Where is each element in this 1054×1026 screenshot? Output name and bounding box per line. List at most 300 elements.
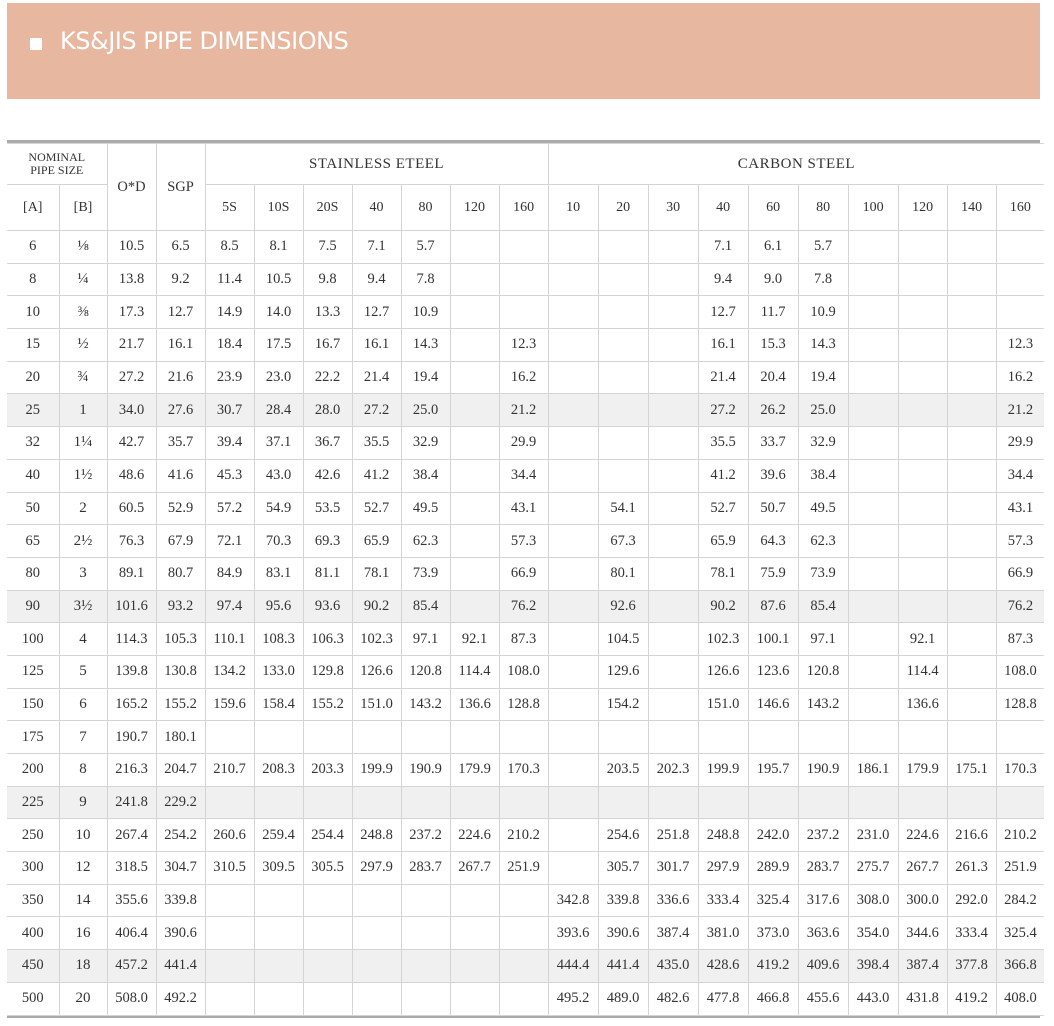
- carbon-value-cell: 275.7: [848, 852, 898, 885]
- carbon-value-cell: 224.6: [898, 819, 947, 852]
- carbon-value-cell: 129.6: [598, 655, 648, 688]
- sgp-cell: 254.2: [156, 819, 205, 852]
- carbon-value-cell: [898, 361, 947, 394]
- od-cell: 241.8: [107, 786, 156, 819]
- stainless-value-cell: [205, 884, 254, 917]
- stainless-value-cell: 9.4: [352, 263, 401, 296]
- size-b-cell: 1¼: [59, 427, 107, 460]
- square-bullet-icon: [30, 38, 42, 50]
- stainless-value-cell: [450, 884, 499, 917]
- stainless-value-cell: 224.6: [450, 819, 499, 852]
- stainless-value-cell: 283.7: [401, 852, 450, 885]
- carbon-value-cell: [848, 296, 898, 329]
- carbon-value-cell: 154.2: [598, 688, 648, 721]
- size-a-cell: 90: [7, 590, 59, 623]
- stainless-value-cell: [499, 296, 548, 329]
- carbon-value-cell: 477.8: [698, 982, 748, 1015]
- stainless-value-cell: [205, 786, 254, 819]
- carbon-value-cell: [698, 786, 748, 819]
- stainless-value-cell: [450, 492, 499, 525]
- table-row: [7, 525, 1044, 558]
- size-b-cell: 8: [59, 754, 107, 787]
- carbon-value-cell: 283.7: [798, 852, 848, 885]
- stainless-value-cell: 179.9: [450, 754, 499, 787]
- carbon-value-cell: [548, 459, 598, 492]
- carbon-value-cell: [947, 590, 996, 623]
- carbon-value-cell: 38.4: [798, 459, 848, 492]
- table-row: [7, 950, 1044, 983]
- od-header: O*D: [107, 144, 156, 231]
- carbon-value-cell: [548, 361, 598, 394]
- col-b-header: [B]: [59, 185, 107, 231]
- size-a-cell: 80: [7, 557, 59, 590]
- stainless-value-cell: [450, 525, 499, 558]
- carbon-value-cell: 9.0: [748, 263, 798, 296]
- carbon-value-cell: [947, 427, 996, 460]
- stainless-value-cell: [303, 721, 352, 754]
- carbon-value-cell: [648, 296, 698, 329]
- stainless-value-cell: 12.7: [352, 296, 401, 329]
- size-b-cell: 14: [59, 884, 107, 917]
- stainless-value-cell: [450, 950, 499, 983]
- carbon-value-cell: 210.2: [996, 819, 1044, 852]
- carbon-value-cell: [898, 459, 947, 492]
- carbon-value-cell: 387.4: [898, 950, 947, 983]
- table-row: [7, 982, 1044, 1015]
- carbon-value-cell: [648, 329, 698, 362]
- carbon-value-cell: 26.2: [748, 394, 798, 427]
- stainless-value-cell: 108.3: [254, 623, 303, 656]
- stainless-steel-header: STAINLESS ETEEL: [205, 144, 548, 185]
- carbon-value-cell: [598, 394, 648, 427]
- carbon-value-cell: [848, 427, 898, 460]
- stainless-value-cell: 34.4: [499, 459, 548, 492]
- carbon-value-cell: [947, 525, 996, 558]
- carbon-value-cell: [598, 263, 648, 296]
- stainless-value-cell: [205, 721, 254, 754]
- table-row: [7, 427, 1044, 460]
- sgp-cell: 21.6: [156, 361, 205, 394]
- size-a-cell: 450: [7, 950, 59, 983]
- carbon-value-cell: 67.3: [598, 525, 648, 558]
- od-cell: 48.6: [107, 459, 156, 492]
- stainless-value-cell: 81.1: [303, 557, 352, 590]
- stainless-value-cell: [352, 786, 401, 819]
- carbon-value-cell: 100.1: [748, 623, 798, 656]
- stainless-schedule-header: 80: [401, 185, 450, 231]
- carbon-value-cell: [548, 296, 598, 329]
- stainless-schedule-header: 10S: [254, 185, 303, 231]
- bottom-rule: [7, 1016, 1040, 1018]
- size-a-cell: 40: [7, 459, 59, 492]
- sgp-cell: 6.5: [156, 231, 205, 264]
- carbon-value-cell: 143.2: [798, 688, 848, 721]
- stainless-value-cell: 158.4: [254, 688, 303, 721]
- sgp-cell: 229.2: [156, 786, 205, 819]
- carbon-value-cell: 482.6: [648, 982, 698, 1015]
- table-row: [7, 917, 1044, 950]
- stainless-value-cell: 155.2: [303, 688, 352, 721]
- stainless-value-cell: 297.9: [352, 852, 401, 885]
- stainless-value-cell: 84.9: [205, 557, 254, 590]
- stainless-value-cell: [205, 982, 254, 1015]
- table-row: [7, 623, 1044, 656]
- stainless-value-cell: [205, 950, 254, 983]
- carbon-value-cell: [748, 786, 798, 819]
- stainless-value-cell: 16.1: [352, 329, 401, 362]
- sgp-cell: 390.6: [156, 917, 205, 950]
- stainless-value-cell: 251.9: [499, 852, 548, 885]
- carbon-value-cell: 325.4: [996, 917, 1044, 950]
- carbon-value-cell: [947, 296, 996, 329]
- carbon-value-cell: [548, 329, 598, 362]
- carbon-value-cell: 251.8: [648, 819, 698, 852]
- carbon-value-cell: [698, 721, 748, 754]
- carbon-value-cell: 466.8: [748, 982, 798, 1015]
- size-b-cell: 9: [59, 786, 107, 819]
- size-b-cell: 18: [59, 950, 107, 983]
- stainless-schedule-header: 40: [352, 185, 401, 231]
- stainless-value-cell: [401, 721, 450, 754]
- stainless-schedule-header: 5S: [205, 185, 254, 231]
- size-b-cell: ¾: [59, 361, 107, 394]
- carbon-value-cell: 5.7: [798, 231, 848, 264]
- carbon-value-cell: 289.9: [748, 852, 798, 885]
- stainless-value-cell: 210.2: [499, 819, 548, 852]
- carbon-value-cell: [848, 263, 898, 296]
- carbon-value-cell: [947, 721, 996, 754]
- stainless-value-cell: [499, 950, 548, 983]
- carbon-value-cell: [748, 721, 798, 754]
- table-row: [7, 655, 1044, 688]
- size-b-cell: 4: [59, 623, 107, 656]
- carbon-value-cell: [598, 721, 648, 754]
- stainless-value-cell: [450, 982, 499, 1015]
- stainless-value-cell: [450, 296, 499, 329]
- sgp-cell: 67.9: [156, 525, 205, 558]
- size-a-cell: 20: [7, 361, 59, 394]
- carbon-value-cell: 261.3: [947, 852, 996, 885]
- carbon-value-cell: [898, 525, 947, 558]
- table-row: [7, 296, 1044, 329]
- carbon-value-cell: [648, 427, 698, 460]
- carbon-value-cell: 190.9: [798, 754, 848, 787]
- sgp-cell: 80.7: [156, 557, 205, 590]
- table-row: [7, 590, 1044, 623]
- size-b-cell: ⅜: [59, 296, 107, 329]
- sgp-cell: 204.7: [156, 754, 205, 787]
- stainless-value-cell: 248.8: [352, 819, 401, 852]
- carbon-value-cell: [548, 557, 598, 590]
- size-b-cell: 10: [59, 819, 107, 852]
- carbon-value-cell: 64.3: [748, 525, 798, 558]
- carbon-value-cell: 441.4: [598, 950, 648, 983]
- stainless-value-cell: 41.2: [352, 459, 401, 492]
- carbon-value-cell: 66.9: [996, 557, 1044, 590]
- carbon-value-cell: 495.2: [548, 982, 598, 1015]
- carbon-value-cell: [548, 525, 598, 558]
- stainless-value-cell: 25.0: [401, 394, 450, 427]
- table-row: [7, 329, 1044, 362]
- carbon-schedule-header: 100: [848, 185, 898, 231]
- carbon-value-cell: 366.8: [996, 950, 1044, 983]
- carbon-schedule-header: 140: [947, 185, 996, 231]
- carbon-value-cell: [898, 721, 947, 754]
- carbon-value-cell: [648, 590, 698, 623]
- size-b-cell: 2: [59, 492, 107, 525]
- carbon-value-cell: [548, 754, 598, 787]
- stainless-value-cell: [303, 950, 352, 983]
- carbon-value-cell: 12.3: [996, 329, 1044, 362]
- carbon-value-cell: 251.9: [996, 852, 1044, 885]
- stainless-value-cell: [352, 884, 401, 917]
- carbon-value-cell: 16.2: [996, 361, 1044, 394]
- stainless-value-cell: 128.8: [499, 688, 548, 721]
- size-a-cell: 400: [7, 917, 59, 950]
- carbon-value-cell: [947, 329, 996, 362]
- od-cell: 318.5: [107, 852, 156, 885]
- stainless-value-cell: 151.0: [352, 688, 401, 721]
- carbon-value-cell: [598, 329, 648, 362]
- page-title: KS&JIS PIPE DIMENSIONS: [60, 27, 349, 55]
- carbon-schedule-header: 10: [548, 185, 598, 231]
- size-b-cell: ½: [59, 329, 107, 362]
- stainless-value-cell: [254, 917, 303, 950]
- carbon-value-cell: 12.7: [698, 296, 748, 329]
- stainless-value-cell: [450, 231, 499, 264]
- carbon-value-cell: 333.4: [947, 917, 996, 950]
- carbon-value-cell: 317.6: [798, 884, 848, 917]
- carbon-value-cell: [898, 590, 947, 623]
- stainless-value-cell: 66.9: [499, 557, 548, 590]
- carbon-value-cell: 49.5: [798, 492, 848, 525]
- stainless-value-cell: [450, 721, 499, 754]
- carbon-value-cell: 34.4: [996, 459, 1044, 492]
- stainless-value-cell: [401, 950, 450, 983]
- carbon-value-cell: [548, 786, 598, 819]
- od-cell: 406.4: [107, 917, 156, 950]
- carbon-value-cell: 11.7: [748, 296, 798, 329]
- stainless-value-cell: [352, 982, 401, 1015]
- stainless-value-cell: 69.3: [303, 525, 352, 558]
- stainless-value-cell: 53.5: [303, 492, 352, 525]
- stainless-value-cell: 199.9: [352, 754, 401, 787]
- stainless-value-cell: 38.4: [401, 459, 450, 492]
- carbon-value-cell: 242.0: [748, 819, 798, 852]
- carbon-value-cell: 32.9: [798, 427, 848, 460]
- carbon-value-cell: 6.1: [748, 231, 798, 264]
- carbon-value-cell: [648, 459, 698, 492]
- carbon-value-cell: [648, 525, 698, 558]
- carbon-value-cell: 41.2: [698, 459, 748, 492]
- stainless-value-cell: [499, 263, 548, 296]
- title-banner: [7, 3, 1040, 99]
- carbon-value-cell: 444.4: [548, 950, 598, 983]
- carbon-value-cell: 16.1: [698, 329, 748, 362]
- stainless-value-cell: 35.5: [352, 427, 401, 460]
- table-row: [7, 263, 1044, 296]
- stainless-value-cell: 136.6: [450, 688, 499, 721]
- carbon-value-cell: 136.6: [898, 688, 947, 721]
- table-row: [7, 231, 1044, 264]
- size-a-cell: 8: [7, 263, 59, 296]
- carbon-value-cell: 65.9: [698, 525, 748, 558]
- carbon-value-cell: 170.3: [996, 754, 1044, 787]
- carbon-value-cell: [848, 361, 898, 394]
- size-b-cell: 3: [59, 557, 107, 590]
- size-a-cell: 500: [7, 982, 59, 1015]
- sgp-cell: 180.1: [156, 721, 205, 754]
- stainless-value-cell: [450, 263, 499, 296]
- stainless-value-cell: 8.5: [205, 231, 254, 264]
- carbon-value-cell: [848, 525, 898, 558]
- stainless-value-cell: 73.9: [401, 557, 450, 590]
- carbon-value-cell: [548, 819, 598, 852]
- carbon-value-cell: [848, 786, 898, 819]
- stainless-value-cell: 83.1: [254, 557, 303, 590]
- size-b-cell: 16: [59, 917, 107, 950]
- stainless-value-cell: 39.4: [205, 427, 254, 460]
- stainless-value-cell: 23.9: [205, 361, 254, 394]
- stainless-value-cell: 90.2: [352, 590, 401, 623]
- carbon-value-cell: [898, 329, 947, 362]
- stainless-value-cell: [303, 786, 352, 819]
- stainless-value-cell: 85.4: [401, 590, 450, 623]
- carbon-value-cell: [947, 688, 996, 721]
- stainless-value-cell: 27.2: [352, 394, 401, 427]
- stainless-value-cell: 16.7: [303, 329, 352, 362]
- carbon-value-cell: 97.1: [798, 623, 848, 656]
- carbon-value-cell: 237.2: [798, 819, 848, 852]
- carbon-value-cell: 336.6: [648, 884, 698, 917]
- carbon-value-cell: 339.8: [598, 884, 648, 917]
- stainless-value-cell: 10.9: [401, 296, 450, 329]
- stainless-value-cell: 12.3: [499, 329, 548, 362]
- carbon-value-cell: 108.0: [996, 655, 1044, 688]
- col-a-header: [A]: [7, 185, 59, 231]
- size-a-cell: 15: [7, 329, 59, 362]
- carbon-value-cell: 126.6: [698, 655, 748, 688]
- od-cell: 17.3: [107, 296, 156, 329]
- stainless-value-cell: [254, 982, 303, 1015]
- stainless-value-cell: 21.4: [352, 361, 401, 394]
- carbon-value-cell: [598, 786, 648, 819]
- carbon-value-cell: 408.0: [996, 982, 1044, 1015]
- carbon-value-cell: [996, 231, 1044, 264]
- stainless-value-cell: 32.9: [401, 427, 450, 460]
- od-cell: 42.7: [107, 427, 156, 460]
- carbon-value-cell: 305.7: [598, 852, 648, 885]
- carbon-value-cell: [947, 623, 996, 656]
- stainless-value-cell: [205, 917, 254, 950]
- carbon-value-cell: 254.6: [598, 819, 648, 852]
- carbon-value-cell: 231.0: [848, 819, 898, 852]
- carbon-schedule-header: 80: [798, 185, 848, 231]
- carbon-value-cell: 308.0: [848, 884, 898, 917]
- stainless-value-cell: 5.7: [401, 231, 450, 264]
- stainless-value-cell: 21.2: [499, 394, 548, 427]
- carbon-value-cell: [848, 688, 898, 721]
- od-cell: 267.4: [107, 819, 156, 852]
- stainless-value-cell: 102.3: [352, 623, 401, 656]
- carbon-value-cell: 76.2: [996, 590, 1044, 623]
- carbon-value-cell: [648, 492, 698, 525]
- carbon-value-cell: [848, 394, 898, 427]
- stainless-value-cell: 170.3: [499, 754, 548, 787]
- carbon-value-cell: [898, 786, 947, 819]
- sgp-cell: 35.7: [156, 427, 205, 460]
- stainless-value-cell: 14.0: [254, 296, 303, 329]
- sgp-cell: 93.2: [156, 590, 205, 623]
- carbon-value-cell: [996, 296, 1044, 329]
- carbon-value-cell: [548, 492, 598, 525]
- carbon-value-cell: 342.8: [548, 884, 598, 917]
- sgp-header: SGP: [156, 144, 205, 231]
- stainless-value-cell: 114.4: [450, 655, 499, 688]
- size-a-cell: 150: [7, 688, 59, 721]
- od-cell: 457.2: [107, 950, 156, 983]
- carbon-value-cell: 33.7: [748, 427, 798, 460]
- carbon-value-cell: [848, 721, 898, 754]
- carbon-value-cell: [898, 394, 947, 427]
- size-b-cell: 6: [59, 688, 107, 721]
- stainless-value-cell: 28.4: [254, 394, 303, 427]
- stainless-value-cell: 260.6: [205, 819, 254, 852]
- carbon-schedule-header: 40: [698, 185, 748, 231]
- carbon-value-cell: 333.4: [698, 884, 748, 917]
- carbon-value-cell: 52.7: [698, 492, 748, 525]
- stainless-value-cell: 29.9: [499, 427, 548, 460]
- size-b-cell: ¼: [59, 263, 107, 296]
- sgp-cell: 339.8: [156, 884, 205, 917]
- stainless-value-cell: 23.0: [254, 361, 303, 394]
- carbon-value-cell: 297.9: [698, 852, 748, 885]
- carbon-value-cell: 186.1: [848, 754, 898, 787]
- size-b-cell: 20: [59, 982, 107, 1015]
- carbon-value-cell: 301.7: [648, 852, 698, 885]
- carbon-value-cell: 292.0: [947, 884, 996, 917]
- sgp-cell: 9.2: [156, 263, 205, 296]
- carbon-value-cell: 104.5: [598, 623, 648, 656]
- carbon-value-cell: [648, 721, 698, 754]
- size-a-cell: 250: [7, 819, 59, 852]
- stainless-value-cell: 95.6: [254, 590, 303, 623]
- stainless-value-cell: 208.3: [254, 754, 303, 787]
- carbon-schedule-header: 160: [996, 185, 1044, 231]
- carbon-value-cell: [548, 655, 598, 688]
- stainless-value-cell: 254.4: [303, 819, 352, 852]
- carbon-value-cell: 387.4: [648, 917, 698, 950]
- stainless-schedule-header: 120: [450, 185, 499, 231]
- nominal-pipe-size-header: [7, 144, 107, 185]
- size-a-cell: 175: [7, 721, 59, 754]
- stainless-value-cell: [450, 361, 499, 394]
- stainless-value-cell: 8.1: [254, 231, 303, 264]
- carbon-value-cell: 27.2: [698, 394, 748, 427]
- od-cell: 34.0: [107, 394, 156, 427]
- stainless-value-cell: 106.3: [303, 623, 352, 656]
- carbon-value-cell: 102.3: [698, 623, 748, 656]
- carbon-value-cell: [798, 786, 848, 819]
- carbon-value-cell: 73.9: [798, 557, 848, 590]
- carbon-value-cell: [898, 427, 947, 460]
- carbon-value-cell: 390.6: [598, 917, 648, 950]
- stainless-value-cell: [499, 721, 548, 754]
- sgp-cell: 441.4: [156, 950, 205, 983]
- stainless-value-cell: 143.2: [401, 688, 450, 721]
- stainless-value-cell: 237.2: [401, 819, 450, 852]
- size-a-cell: 350: [7, 884, 59, 917]
